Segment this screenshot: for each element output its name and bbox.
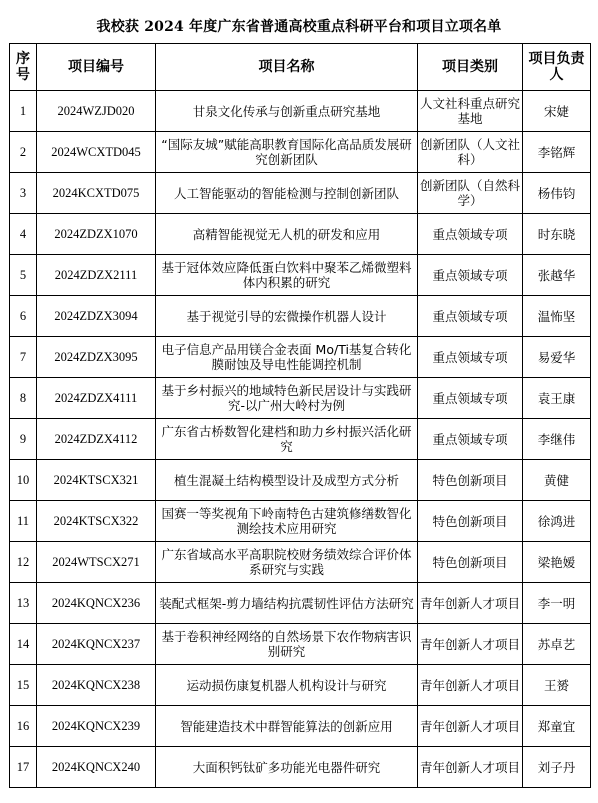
project-category: 青年创新人才项目	[418, 747, 523, 788]
project-name: 高精智能视觉无人机的研发和应用	[156, 214, 418, 255]
project-category: 重点领域专项	[418, 255, 523, 296]
table-row	[10, 419, 591, 460]
project-code: 2024KTSCX321	[37, 460, 156, 501]
project-code: 2024KQNCX236	[37, 583, 156, 624]
project-leader: 温怖坚	[523, 296, 591, 337]
project-code: 2024ZDZX4111	[37, 378, 156, 419]
row-number: 7	[10, 337, 37, 378]
project-leader: 时东晓	[523, 214, 591, 255]
row-number: 4	[10, 214, 37, 255]
row-number: 3	[10, 173, 37, 214]
column-header-category: 项目类别	[418, 44, 523, 91]
row-number: 10	[10, 460, 37, 501]
table-row	[10, 542, 591, 583]
project-code: 2024WTSCX271	[37, 542, 156, 583]
project-leader: 梁艳嫒	[523, 542, 591, 583]
row-number: 15	[10, 665, 37, 706]
row-number: 17	[10, 747, 37, 788]
project-list-table	[9, 43, 591, 788]
project-leader: 刘子丹	[523, 747, 591, 788]
project-code: 2024ZDZX2111	[37, 255, 156, 296]
project-category: 青年创新人才项目	[418, 665, 523, 706]
project-category: 青年创新人才项目	[418, 583, 523, 624]
table-row	[10, 337, 591, 378]
column-header-name: 项目名称	[156, 44, 418, 91]
project-name: 植生混凝土结构模型设计及成型方式分析	[156, 460, 418, 501]
project-leader: 徐鸿进	[523, 501, 591, 542]
project-leader: 李继伟	[523, 419, 591, 460]
project-name: 广东省域高水平高职院校财务绩效综合评价体系研究与实践	[156, 542, 418, 583]
document-title: 我校获 2024 年度广东省普通高校重点科研平台和项目立项名单	[96, 19, 502, 35]
project-name: 电子信息产品用镁合金表面 Mo/Ti基复合转化膜耐蚀及导电性能调控机制	[156, 337, 418, 378]
column-header-no: 序号	[10, 44, 37, 91]
project-name: 基于冠体效应降低蛋白饮料中聚苯乙烯微塑料体内积累的研究	[156, 255, 418, 296]
project-code: 2024KQNCX238	[37, 665, 156, 706]
table-row	[10, 214, 591, 255]
table-row	[10, 460, 591, 501]
table-row	[10, 378, 591, 419]
row-number: 9	[10, 419, 37, 460]
row-number: 12	[10, 542, 37, 583]
table-row	[10, 747, 591, 788]
project-category: 人文社科重点研究基地	[418, 91, 523, 132]
project-leader: 李一明	[523, 583, 591, 624]
row-number: 6	[10, 296, 37, 337]
project-name: 基于视觉引导的宏微操作机器人设计	[156, 296, 418, 337]
project-code: 2024ZDZX1070	[37, 214, 156, 255]
project-name: 人工智能驱动的智能检测与控制创新团队	[156, 173, 418, 214]
project-leader: 苏卓艺	[523, 624, 591, 665]
project-category: 创新团队（人文社科）	[418, 132, 523, 173]
project-code: 2024KQNCX239	[37, 706, 156, 747]
project-category: 创新团队（自然科学）	[418, 173, 523, 214]
project-code: 2024KTSCX322	[37, 501, 156, 542]
table-header-row	[10, 44, 591, 91]
project-leader: 张越华	[523, 255, 591, 296]
project-name: 智能建造技术中群智能算法的创新应用	[156, 706, 418, 747]
project-category: 重点领域专项	[418, 419, 523, 460]
row-number: 5	[10, 255, 37, 296]
row-number: 8	[10, 378, 37, 419]
project-name: 国赛一等奖视角下岭南特色古建筑修缮数智化测绘技术应用研究	[156, 501, 418, 542]
column-header-leader: 项目负责人	[523, 44, 591, 91]
row-number: 14	[10, 624, 37, 665]
project-leader: 黄健	[523, 460, 591, 501]
row-number: 16	[10, 706, 37, 747]
project-code: 2024WZJD020	[37, 91, 156, 132]
project-category: 特色创新项目	[418, 501, 523, 542]
project-code: 2024KQNCX240	[37, 747, 156, 788]
project-code: 2024ZDZX3094	[37, 296, 156, 337]
project-category: 特色创新项目	[418, 542, 523, 583]
table-row	[10, 296, 591, 337]
column-header-code: 项目编号	[37, 44, 156, 91]
project-category: 重点领域专项	[418, 296, 523, 337]
project-category: 青年创新人才项目	[418, 624, 523, 665]
project-name: 运动损伤康复机器人机构设计与研究	[156, 665, 418, 706]
project-name: “国际友城”赋能高职教育国际化高品质发展研究创新团队	[156, 132, 418, 173]
project-category: 重点领域专项	[418, 337, 523, 378]
row-number: 11	[10, 501, 37, 542]
project-code: 2024WCXTD045	[37, 132, 156, 173]
project-code: 2024KCXTD075	[37, 173, 156, 214]
project-code: 2024KQNCX237	[37, 624, 156, 665]
table-row	[10, 665, 591, 706]
table-row	[10, 91, 591, 132]
project-leader: 王赟	[523, 665, 591, 706]
table-row	[10, 583, 591, 624]
project-name: 大面积钙钛矿多功能光电器件研究	[156, 747, 418, 788]
project-category: 青年创新人才项目	[418, 706, 523, 747]
project-leader: 宋婕	[523, 91, 591, 132]
project-leader: 易爱华	[523, 337, 591, 378]
table-row	[10, 501, 591, 542]
table-row	[10, 255, 591, 296]
project-leader: 郑童宜	[523, 706, 591, 747]
table-body	[10, 91, 591, 788]
project-name: 甘泉文化传承与创新重点研究基地	[156, 91, 418, 132]
project-category: 重点领域专项	[418, 214, 523, 255]
project-name: 基于卷积神经网络的自然场景下农作物病害识别研究	[156, 624, 418, 665]
project-leader: 袁王康	[523, 378, 591, 419]
project-code: 2024ZDZX4112	[37, 419, 156, 460]
table-row	[10, 173, 591, 214]
project-code: 2024ZDZX3095	[37, 337, 156, 378]
row-number: 2	[10, 132, 37, 173]
row-number: 1	[10, 91, 37, 132]
project-name: 装配式框架-剪力墙结构抗震韧性评估方法研究	[156, 583, 418, 624]
project-category: 重点领域专项	[418, 378, 523, 419]
project-leader: 李铭辉	[523, 132, 591, 173]
table-row	[10, 624, 591, 665]
table-row	[10, 132, 591, 173]
project-name: 广东省古桥数智化建档和助力乡村振兴活化研究	[156, 419, 418, 460]
project-leader: 杨伟钧	[523, 173, 591, 214]
row-number: 13	[10, 583, 37, 624]
project-name: 基于乡村振兴的地域特色新民居设计与实践研究-以广州大岭村为例	[156, 378, 418, 419]
project-category: 特色创新项目	[418, 460, 523, 501]
table-row	[10, 706, 591, 747]
